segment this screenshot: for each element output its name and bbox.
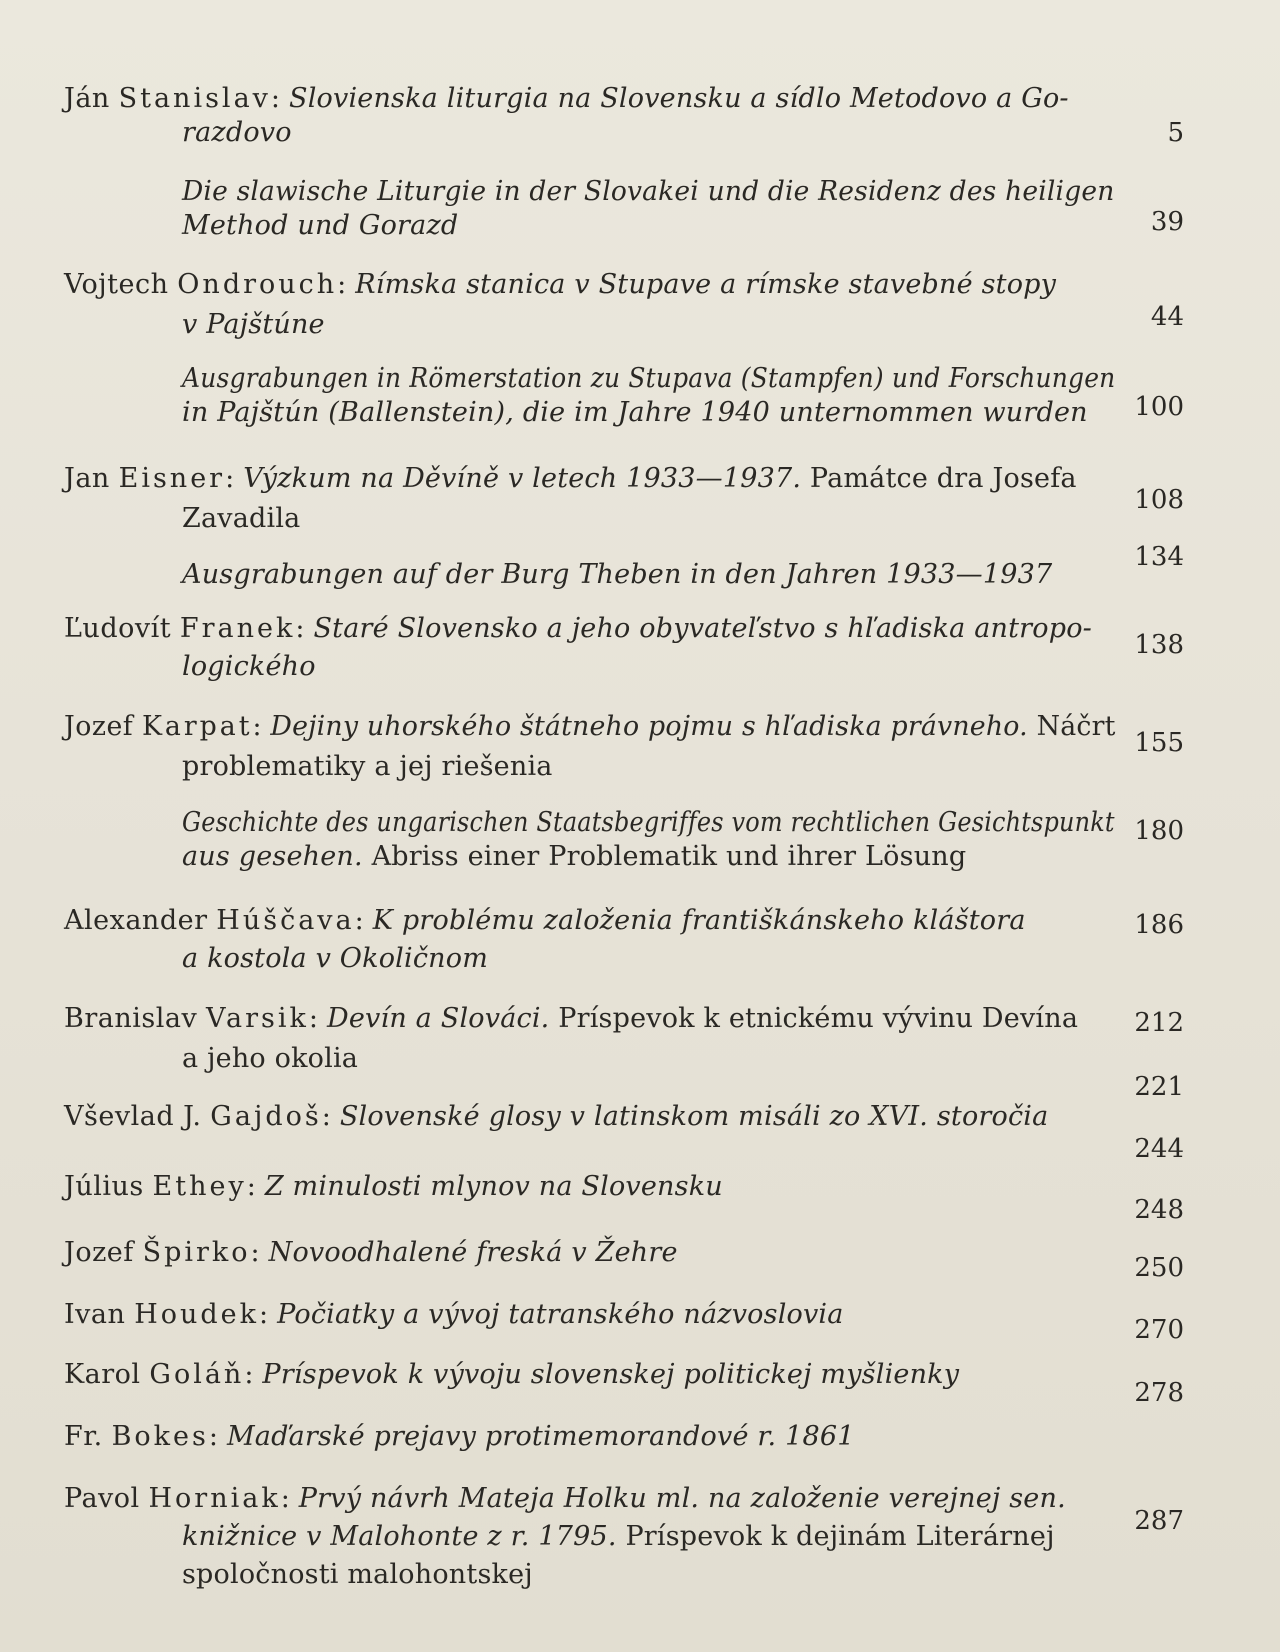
author-surname: Gajdoš <box>210 1101 322 1132</box>
translated-title: Die slawische Liturgie in der Slovakei und die Residenz des heiligen <box>182 176 1115 207</box>
author-surname: Húščava <box>216 905 355 936</box>
article-title: Devín a Slováci. <box>327 1003 550 1034</box>
author-surname: Varsik <box>206 1003 309 1034</box>
article-title: Rímska stanica v Stupave a rímske stavebné stopy <box>355 269 1057 300</box>
page-number: 180 <box>1134 816 1184 846</box>
article-title: Z minulosti mlynov na Slovensku <box>264 1171 723 1202</box>
author-surname: Karpat <box>141 711 253 742</box>
author-first-name: Július <box>64 1171 144 1202</box>
author-first-name: Vševlad J. <box>64 1101 202 1132</box>
article-title-continued: logického <box>182 651 316 682</box>
author-first-name: Karol <box>64 1359 141 1390</box>
article-title: Prvý návrh Mateja Holku ml. na založenie verejnej sen. <box>298 1483 1066 1514</box>
article-subtitle: Príspevok k etnickému vývinu Devína <box>558 1003 1079 1034</box>
translated-title-continued: aus gesehen. <box>182 841 363 872</box>
author-surname: Houdek <box>134 1299 260 1330</box>
translated-title: Ausgrabungen auf der Burg Theben in den Jahren 1933—1937 <box>182 559 1053 590</box>
author-first-name: Jozef <box>64 711 134 742</box>
author-first-name: Jozef <box>64 1237 134 1268</box>
page-number: 244 <box>1134 1134 1184 1164</box>
article-subtitle-continued: a jeho okolia <box>182 1043 359 1074</box>
article-title: Výzkum na Děvíně v letech 1933—1937. <box>243 463 802 494</box>
page-number: 248 <box>1134 1195 1184 1225</box>
page-number: 287 <box>1134 1506 1184 1536</box>
author-first-name: Jan <box>64 463 110 494</box>
article-title: Staré Slovensko a jeho obyvateľstvo s hľadiska antropo- <box>313 613 1092 644</box>
author-first-name: Alexander <box>64 905 208 936</box>
entry-first-line: Ján Stanislav: Slovienska liturgia na Slovensku a sídlo Metodovo a Go- <box>64 83 1069 114</box>
article-title-continued: a kostola v Okoličnom <box>182 943 488 974</box>
article-title: Dejiny uhorského štátneho pojmu s hľadiska právneho. <box>270 711 1028 742</box>
author-surname: Ondrouch <box>177 269 338 300</box>
article-subtitle: Príspevok k dejinám Literárnej <box>625 1521 1055 1552</box>
author-first-name: Branislav <box>64 1003 198 1034</box>
author-surname: Bokes <box>111 1421 209 1452</box>
article-dedication-continued: Zavadila <box>182 503 301 534</box>
page-number: 100 <box>1134 392 1184 422</box>
page-number: 250 <box>1134 1253 1184 1283</box>
article-title: Príspevok k vývoju slovenskej politickej myšlienky <box>262 1359 960 1390</box>
author-first-name: Fr. <box>64 1421 103 1452</box>
page-number: 221 <box>1134 1072 1184 1102</box>
article-title: Slovienska liturgia na Slovensku a sídlo Metodovo a Go- <box>289 83 1069 114</box>
article-title: Slovenské glosy v latinskom misáli zo XVI. storočia <box>339 1101 1049 1132</box>
page-number: 39 <box>1150 207 1184 237</box>
article-title-continued: razdovo <box>182 117 292 148</box>
article-title-continued: v Pajštúne <box>182 309 325 340</box>
page-number: 134 <box>1134 542 1184 572</box>
page-number: 278 <box>1134 1378 1184 1408</box>
author-surname: Horniak <box>148 1483 281 1514</box>
author-first-name: Ján <box>64 83 110 114</box>
translated-subtitle: Abriss einer Problematik und ihrer Lösung <box>371 841 967 872</box>
author-surname: Franek <box>179 613 296 644</box>
article-dedication: Památce dra Josefa <box>809 463 1077 494</box>
table-of-contents-page: Ján Stanislav: Slovienska liturgia na Slovensku a sídlo Metodovo a Go- razdovo 5 Die slawische Liturgie in der Slovakei und die Residenz des heiligen Method und Gorazd 39 Vojtech Ondrouch: Rímska stanica v Stupave a rímske stavebné stopy v Pajštúne 44 Ausgrabungen in Römerstation zu Stupava (Stampfen) und Forschungen in Pajštún (Ballenstein), die im Jahre 1940 unternommen wurden 100 Jan Eisner: Výzkum na Děvíně v letech 1933—1937. Památce dra Josefa Zavadila 108 Ausgrabungen auf der Burg Theben in den Jahren 1933—1937 134 Ľudovít Franek: Staré Slovensko a jeho obyvateľstvo s hľadiska antropo- logického 138 Jozef Karpat: Dejiny uhorského štátneho pojmu s hľadiska právneho. Náčrt problematiky a jej riešenia 155 Geschichte des ungarischen Staatsbegriffes vom rechtlichen Gesichtspunkt aus gesehen. Abriss einer Problematik und ihrer Lösung 180 Alexander Húščava: K problému založenia františkánskeho kláštora a kostola v Okoličnom 186 Branislav Varsik: Devín a Slováci. Príspevok k etnickému vývinu Devína a jeho okolia 212 Vševlad J. Gajdoš: Slovenské glosy v latinskom misáli zo XVI. storočia 221 Július Ethey: Z minulosti mlynov na Slovensku 244 Jozef Špirko: Novoodhalené freská v Žehre 248 Ivan Houdek: Počiatky a vývoj tatranského názvoslovia 250 Karol Goláň: Príspevok k vývoju slovenskej politickej myšlienky 270 Fr. Bokes: Maďarské prejavy protimemorandové r. 1861 278 Pavol Horniak: Prvý návrh Mateja Holku ml. na založenie verejnej sen. knižnice v Malohonte z r. 1795. Príspevok k dejinám Literárnej spoločnosti malohontskej 287 <box>0 0 1280 1652</box>
author-first-name: Vojtech <box>64 269 169 300</box>
author-first-name: Ivan <box>64 1299 126 1330</box>
page-number: 5 <box>1167 118 1184 148</box>
article-title-continued: knižnice v Malohonte z r. 1795. <box>182 1521 617 1552</box>
translated-title-continued: in Pajštún (Ballenstein), die im Jahre 1940 unternommen wurden <box>182 397 1088 428</box>
article-subtitle: Náčrt <box>1036 711 1116 742</box>
article-title: Maďarské prejavy protimemorandové r. 1861 <box>226 1421 855 1452</box>
page-number: 155 <box>1134 728 1184 758</box>
author-first-name: Pavol <box>64 1483 140 1514</box>
article-subtitle-continued: spoločnosti malohontskej <box>182 1559 533 1590</box>
author-surname: Goláň <box>149 1359 245 1390</box>
author-first-name: Ľudovít <box>64 613 172 644</box>
translated-title: Ausgrabungen in Römerstation zu Stupava (Stampfen) und Forschungen <box>182 363 1116 394</box>
translated-title-continued: Method und Gorazd <box>182 210 459 241</box>
article-title: Počiatky a vývoj tatranského názvoslovia <box>277 1299 844 1330</box>
page-number: 186 <box>1134 910 1184 940</box>
page-number: 44 <box>1150 302 1184 332</box>
article-title: Novoodhalené freská v Žehre <box>268 1237 678 1268</box>
author-surname: Ethey <box>152 1171 247 1202</box>
page-number: 212 <box>1134 1008 1184 1038</box>
article-title: K problému založenia františkánskeho kláštora <box>372 905 1026 936</box>
author-surname: Eisner <box>118 463 226 494</box>
author-surname: Špirko <box>142 1237 251 1268</box>
author-surname: Stanislav <box>118 83 271 114</box>
article-subtitle-continued: problematiky a jej riešenia <box>182 751 553 782</box>
page-number: 270 <box>1134 1315 1184 1345</box>
page-number: 138 <box>1134 630 1184 660</box>
page-number: 108 <box>1134 485 1184 515</box>
translated-title: Geschichte des ungarischen Staatsbegriffes vom rechtlichen Gesichtspunkt <box>182 807 1115 838</box>
